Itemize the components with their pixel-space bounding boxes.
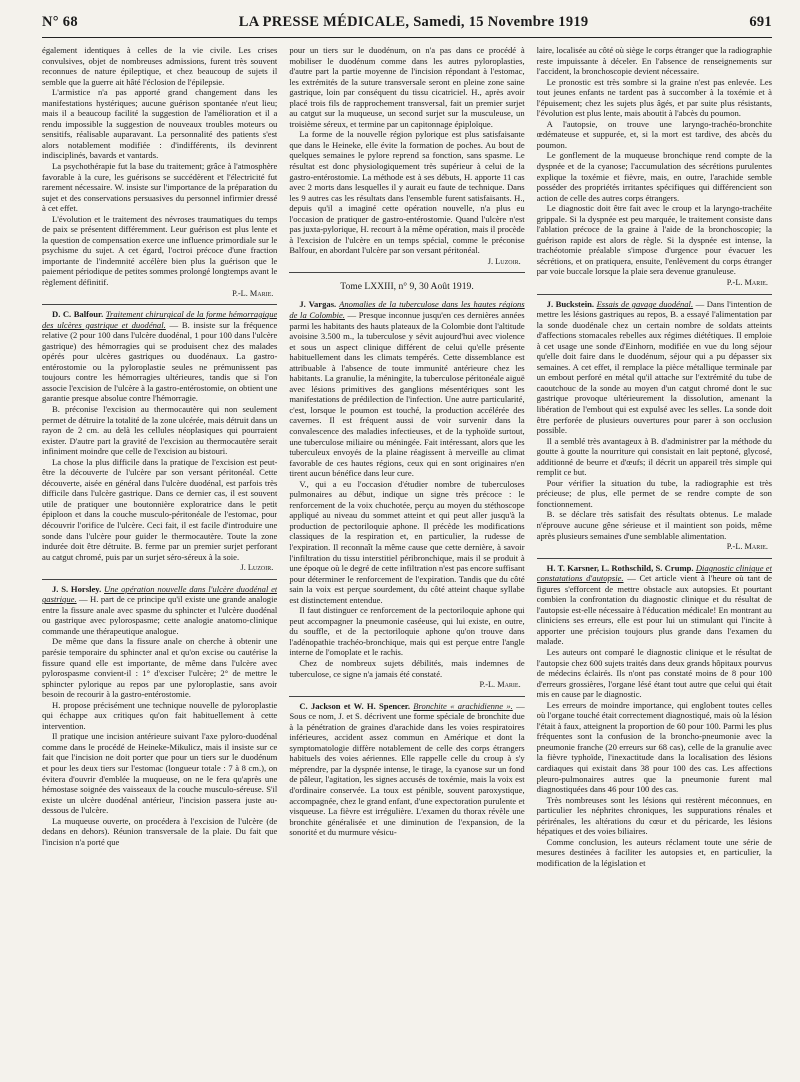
- article-author: J. S. Horsley.: [52, 583, 102, 594]
- paragraph: L'évolution et le traitement des névroses traumatiques du temps de paix se présentent différemment. Leur guérison est plus lente et la question de compensation exerce une influence primordiale sur le psychisme du sujet. A cet égard, l'octroi précoce d'une fraction importante de l'indemnité accélère bien plus la guérison que le paiement périodique de petites sommes prolongé longtemps avant le règlement définitif.: [42, 213, 278, 288]
- article-title: Diagnostic clinique et constatations d'autopsie.: [536, 562, 772, 584]
- article-author: H. T. Karsner, L. Rothschild, S. Crump.: [546, 562, 694, 573]
- paragraph: Chez de nombreux sujets débilités, mais indemnes de tuberculose, ce signe n'a jamais été constaté.: [289, 658, 525, 679]
- article-text: — Presque inconnue jusqu'en ces dernières années parmi les habitants des hauts plateaux de la Colombie dont l'altitude avoisine 3.500 m., la tuberculose y sévit aujourd'hui avec violence et sous un aspect clinique différent de celui qu'elle présente habituellement dans les climats tempérés. Cette dissemblance est attribuable à l'absence de toute immunité antérieure chez les habitants. La granulie, la méningite, la tuberculose péritonéale aiguë avec lésions primitives des ganglions mésentériques sont les manifestations de prédilection de l'infection. Une autre particularité, c'est, lorsque le poumon est touché, la production accélérée des cavernes. Il est fréquent aussi de voir survenir dans la convalescence des maladies infectieuses, et de la typhoïde surtout, une tuberculose miliaire ou méningée. Fait intéressant, alors que les tuberculeux envoyés de la plaine réagissent à merveille au climat favorable de ces hautes régions, ceux qui en sont originaires n'en tirent aucun bénéfice dans leur cure.: [289, 309, 525, 479]
- article-intro: [289, 701, 524, 838]
- signature: P.-L. Marie.: [479, 680, 521, 690]
- issue-reference: Tome LXXIII, n° 9, 30 Août 1919.: [340, 281, 474, 293]
- paragraph: H. propose précisément une technique nouvelle de pyloroplastie qui échappe aux critiques qu'on fait habituellement à cette intervention.: [42, 699, 278, 731]
- signature: J. Luzoir.: [240, 563, 274, 573]
- paragraph: La psychothérapie fut la base du traitement; grâce à l'atmosphère favorable à la cure, les guérisons se succédèrent et l'électricité fut rarement nécessaire. W. insiste sur l'importance de la préparation du sujet et des conservations persuasives du personnel infirmier dressé à cet effet.: [42, 161, 278, 214]
- signature: P.-L. Marie.: [232, 288, 274, 298]
- paragraph: laire, localisée au côté où siège le corps étranger que la radiographie reste impuissante à déceler. En l'absence de renseignements sur l'accident, la bronchoscopie devient nécessaire.: [536, 45, 772, 77]
- separator: [537, 558, 772, 559]
- column-3: [537, 45, 772, 1067]
- paragraph: Il pratique une incision antérieure suivant l'axe pyloro-duodénal comme dans le procédé de Heineke-Mikulicz, mais il insiste sur ce fait que l'incision ne doit porter que pour un tiers sur le duodénum et pour les deux tiers sur l'estomac (longueur totale : 7 à 8 cm.), on évitera d'ouvrir d'emblée la muqueuse, on ne le fera qu'après une hémostase soignée des vaisseaux de la couche musculo-séreuse. S'il existe un ulcère duodénal antérieur, l'incision passera juste au-dessous de l'ulcère.: [42, 731, 278, 816]
- paragraph: Il a semblé très avantageux à B. d'administrer par la méthode du goutte à goutte la nourriture qui consistait en lait peptoné, glycosé, additionné de beurre et d'œufs; il décrit un appareil très simple qui remplit ce but.: [536, 435, 772, 478]
- signature: P.-L. Marie.: [726, 542, 768, 552]
- paragraph: pour un tiers sur le duodénum, on n'a pas dans ce procédé à mobiliser le duodénum comme dans les autres pyloroplasties, d'autre part la partie moyenne de l'incision répondant à l'estomac, les extrémités de la suture transversale seront en pleine zone saine gastrique, loin par conséquent du tissu cicatriciel. H., après avoir placé trois fils de rapprochement transversal, fait un premier surjet au catgut sur la muqueuse, un second surjet sur la musculeuse, un troisième séreux, et termine par un capitonnage épiploïque.: [289, 45, 525, 129]
- paragraph: De même que dans la fissure anale on cherche à obtenir une parésie temporaire du sphincter anal et qu'on excise ou cautérise la fissure quand elle est importante, de même dans l'ulcère avec pylorospasme convient-il : 1° d'exciser l'ulcère; 2° de mettre le sphincter pylorique au repos par une pyloroplastie, sans avoir besoin de recourir à la gastro-entérostomie.: [42, 636, 278, 700]
- article-text: — Sous ce nom, J. et S. décrivent une forme spéciale de bronchite due à la pénétration de graines d'arachide dans les voies respiratoires inférieures, accident assez commun en Amérique et dont la symptomatologie diffère notablement de celle des corps étrangers habituels des voies aériennes. Elle rappelle celle du croup à s'y méprendre, par la dyspnée intense, le tirage, la cyanose sur un fond de pâleur, l'agitation, les signes accusés de toxémie, mais la voix est d'ordinaire conservée. La toux est pénible, souvent paroxystique, accompagnée, chez le grand enfant, d'une expectoration purulente et visqueuse. La fièvre est irrégulière. L'examen du thorax révèle une bronchite généralisée et une diminution de l'expansion, de la sonorité et du murmure vésicu-: [289, 700, 525, 838]
- page-number: 691: [749, 14, 772, 30]
- article-title: Une opération nouvelle dans l'ulcère duodénal et gastrique.: [42, 583, 278, 605]
- paragraph: Très nombreuses sont les lésions qui restèrent méconnues, en particulier les néphrites chroniques, les suppurations rénales et périrénales, les altérations du cœur et du péricarde, les lésions hépatiques et des voies biliaires.: [536, 794, 772, 837]
- signature: P.-L. Marie.: [726, 278, 768, 288]
- issue-date: Samedi, 15 Novembre 1919: [413, 14, 589, 30]
- paragraph: L'armistice n'a pas apporté grand changement dans les manifestations hystériques; aucune guérison spontanée n'eut lieu; mais il a beaucoup facilité la suggestion de l'amélioration et il a rendu impossible la suggestion de nouveaux troubles moteurs ou sensitifs, réalisable auparavant. La personnalité des patients s'est alors notablement modifiée : d'indifférents, ils devinrent indisciplinés, bavards et vantards.: [42, 87, 278, 161]
- paragraph: La muqueuse ouverte, on procédera à l'excision de l'ulcère (de dedans en dehors). Réunion transversale de la plaie. Du fait que l'incision n'a porté que: [42, 815, 278, 847]
- paragraph: Le pronostic est très sombre si la graine n'est pas enlevée. Les tout jeunes enfants ne tardent pas à succomber à la toxémie et à l'épuisement; chez les sujets plus âgés, et par suite plus résistants, l'évolution est plus lente, mais aboutit à l'abcès du poumon.: [536, 76, 772, 119]
- column-1: [42, 45, 277, 1067]
- article-text: — B. insiste sur la fréquence relative (2 pour 100 dans l'ulcère duodénal, 1 pour 100 dans l'ulcère gastrique) des hémorragies qui se produisent chez des malades opérés pour ulcères gastriques ou duodénaux. La gastro-entérostomie ou la pyloroplastie seules ne prémunissent pas toujours contre les hémorragies ultérieures, tandis que si l'on associe l'excision de l'ulcère à la gastro-entérostomie, on obtient une garantie presque absolue contre l'hémorragie.: [42, 319, 278, 404]
- separator: [42, 579, 277, 580]
- article-intro: [289, 299, 524, 478]
- article-title: Anomalies de la tuberculose dans les hautes régions de la Colombie.: [289, 299, 525, 320]
- header-rule: [42, 37, 772, 38]
- text-columns: [42, 45, 772, 1067]
- separator: [537, 294, 772, 295]
- article-title: Essais de gavage duodénal.: [596, 298, 694, 309]
- separator: [42, 304, 277, 305]
- article-title: Traitement chirurgical de la forme hémorragique des ulcères gastrique et duodénal.: [42, 309, 278, 330]
- paragraph: Les auteurs ont comparé le diagnostic clinique et le résultat de l'autopsie chez 600 sujets traités dans deux grands hôpitaux pourvus de médecins éclairés. Ils n'ont pas constaté moins de 8 pour 100 d'erreurs grossières, l'organe lésé étant tout autre que celui qui était mis en cause par le diagnostic.: [536, 646, 772, 700]
- paragraph: Il faut distinguer ce renforcement de la pectoriloquie aphone qui peut accompagner la pneumonie caséeuse, qui lui existe, en outre, du souffle, et de la pectoriloquie aphone qu'on trouve dans l'adénopathie trachéo-bronchique, mais qui est perçue entre l'angle interne de l'omoplate et le rachis.: [289, 605, 525, 658]
- article-intro: [42, 584, 277, 637]
- article-intro: [537, 563, 772, 647]
- article-text: — Cet article vient à l'heure où tant de figures s'efforcent de mettre obstacle aux autopsies. Et pourtant combien la confrontation du diagnostic clinique et du résultat de l'autopsie est-elle nécessaire à l'éducation médicale! En montrant au cliniciens ses erreurs, elle est pour lui un stimulant qui l'incite à apporter une précision toujours plus grande dans l'examen du malade.: [536, 573, 772, 647]
- journal-title: LA PRESSE MÉDICALE: [238, 14, 406, 30]
- issue-number: N° 68: [42, 14, 78, 30]
- paragraph: Le gonflement de la muqueuse bronchique rend compte de la dyspnée et de la cyanose; l'accumulation des sécrétions purulentes explique la toxémie et fièvre, mais, en outre, l'arachide semble posséder des propriétés irritantes spécifiques qui différencient son action de celle des autres corps étrangers.: [536, 150, 772, 203]
- paragraph: Pour vérifier la situation du tube, la radiographie est très précieuse; de plus, elle permet de se rendre compte de son fonctionnement.: [536, 477, 772, 509]
- article-author: C. Jackson et W. H. Spencer.: [299, 700, 410, 711]
- paragraph: B. se déclare très satisfait des résultats obtenus. Le malade n'éprouve aucune gêne sérieuse et il maintient son poids, même après plusieurs semaines d'une semblable alimentation.: [536, 509, 772, 541]
- separator: [289, 696, 524, 697]
- signature: J. Luzoir.: [487, 256, 521, 266]
- paragraph: Le diagnostic doit être fait avec le croup et la laryngo-trachéite grippale. Si la dyspnée est peu marquée, le traitement consiste dans l'ablation précoce de la graine à l'aide de la bronchoscopie; la guérison rapide est alors de règle. Si la dyspnée est intense, la trachéotomie préalable s'impose d'urgence pour évacuer les sécrétions, et on pratiquera, ensuite, l'enlèvement du corps étranger par voie buccale lorsque la plaie sera devenue granuleuse.: [536, 203, 772, 277]
- article-author: D. C. Balfour.: [52, 309, 104, 320]
- article-intro: [42, 309, 277, 404]
- article-text: — H. part de ce principe qu'il existe une grande analogie entre la fissure anale avec spasme du sphincter et l'ulcère duodénal ou gastrique avec pylorospasme; cette analogie anatomo-clinique commande une thérapeutique analogue.: [42, 594, 278, 636]
- article-author: J. Buckstein.: [546, 298, 595, 309]
- paragraph: A l'autopsie, on trouve une laryngo-trachéo-bronchite œdémateuse et suppurée, et, si la mort est tardive, des abcès du poumon.: [536, 118, 772, 150]
- paragraph: Les erreurs de moindre importance, qui englobent toutes celles où l'organe touché était correctement diagnostiqué, mais où la lésion l'était à faux, atteignent la proportion de 60 pour 100. Parmi les plus fréquentes sont la confusion de la broncho-pneumonie avec la pneumonie franche (20 erreurs sur 68 cas), celle de la granulie avec la fièvre typhoïde, l'inexactitude dans la localisation des lésions cardiaques qui existait dans 38 pour 100 des cas. Les affections pleuro-pulmonaires autres que la pneumonie furent mal diagnostiquées dans 46 pour 100 des cas.: [536, 699, 772, 795]
- separator: [289, 272, 524, 273]
- paragraph: également identiques à celles de la vie civile. Les crises convulsives, objet de nombreuses admissions, furent très souvent reconnues de nature épileptique, et chez beaucoup de sujets il semble que la guerre ait hâté l'éclosion de l'épilepsie.: [42, 45, 278, 87]
- paragraph: V., qui a eu l'occasion d'étudier nombre de tuberculoses pulmonaires au début, indique un signe très précoce : le renforcement de la voix chuchotée, perçu au moyen du stéthoscope appliqué au niveau du sommet atteint et qui peut aller jusqu'à la production de pectoriloquie aphone. Il précède les modifications classiques de la respiration et, en particulier, la rudesse de l'expiration. Il reconnaît la même cause que cette dernière, à savoir l'infiltration du tissu interstitiel péribronchique, mais il se produit à une époque où le degré de cette infiltration n'est pas encore suffisant pour déterminer le renforcement de l'expiration. Tandis que du côté sain la voix est perçue sourdement, du côté atteint chaque syllabe est distinctement entendue.: [289, 478, 525, 605]
- page-header: [42, 14, 772, 31]
- article-intro: [537, 299, 772, 436]
- column-2: [289, 45, 524, 1067]
- article-author: J. Vargas.: [299, 299, 337, 310]
- journal-and-date: LA PRESSE MÉDICALE, Samedi, 15 Novembre 1919: [238, 14, 589, 30]
- paragraph: B. préconise l'excision au thermocautère qui non seulement permet de détruire la totalité de la zone ulcérée, mais détruit dans un rayon de 2 cm. au delà les cellules néoplasiques qui pourraient exister. D'autre part la gravité de l'excision au thermocautère serait infiniment moindre que celle de l'excision au bistouri.: [42, 404, 278, 457]
- article-text: — Dans l'intention de mettre les lésions gastriques au repos, B. a essayé l'alimentation par la sonde duodénale chez un certain nombre de soldats atteints d'affections stomacales rebelles aux régimes diététiques. Il emploie à cet usage une sonde d'Einhorn, modifiée en vue du long séjour qu'elle doit faire dans le duodénum, séjour qui a pu dépasser six semaines. A cet effet, il remplace la pièce métallique terminale par un embout perforé en métal qu'il attache sur l'extrémité du tube de caoutchouc de la sonde au moyen d'un catgut chromé dont le suc gastrique provoque ultérieurement la dissolution, amenant la libération de l'embout qui est expulsé avec les selles. La sonde doit être perforée de plusieurs ouvertures pour parer à son occlusion possible.: [536, 298, 772, 436]
- paragraph: La chose la plus difficile dans la pratique de l'excision est peut-être la découverte de l'ulcère par son versant péritonéal. Cette découverte, aisée en général dans l'ulcère duodénal, est parfois très difficile dans l'ulcère gastrique. Dans ce dernier cas, il est souvent utile de pratiquer une boutonnière exploratrice dans le petit épiploon et dans la couche musculo-péritonéale de l'estomac, pour découvrir l'orifice de l'ulcère. Ceci fait, il est facile d'introduire une sonde dans l'ulcère pour guider le thermocautère. Toute la zone indurée doit être détruite. B. ferme par un premier surjet perforant au catgut chromé, puis par un surjet séro-séreux à la soie.: [42, 456, 278, 562]
- paragraph: Comme conclusion, les auteurs réclament toute une série de mesures destinées à faciliter les autopsies et, en particulier, la modification de la législation et: [536, 836, 772, 868]
- article-title: Bronchite « arachidienne ».: [413, 700, 513, 711]
- paragraph: La forme de la nouvelle région pylorique est plus satisfaisante que dans le Heineke, elle évite la formation de poches. Au bout de quelques semaines le pylore reprend sa fonction, sans spasme. Le résultat est donc physiologiquement très supérieur à celui de la gastro-entérostomie. La méthode est à ses débuts, H. apporte 11 cas avec 2 morts dans lesquelles il y aurait eu faute de technique. Dans les 9 autres cas les résultats dans l'ensemble furent satisfaisants. H., depuis qu'il a imaginé cette opération nouvelle, n'a plus eu l'occasion de pratiquer de gastro-entérostomie. Quand l'ulcère n'est pas juxta-pylorique, H. recourt à la même opération, mais il procède à l'excision de l'ulcère en un temps spécial, comme le préconise Balfour, en abordant l'ulcère par son versant péritonéal.: [289, 129, 525, 256]
